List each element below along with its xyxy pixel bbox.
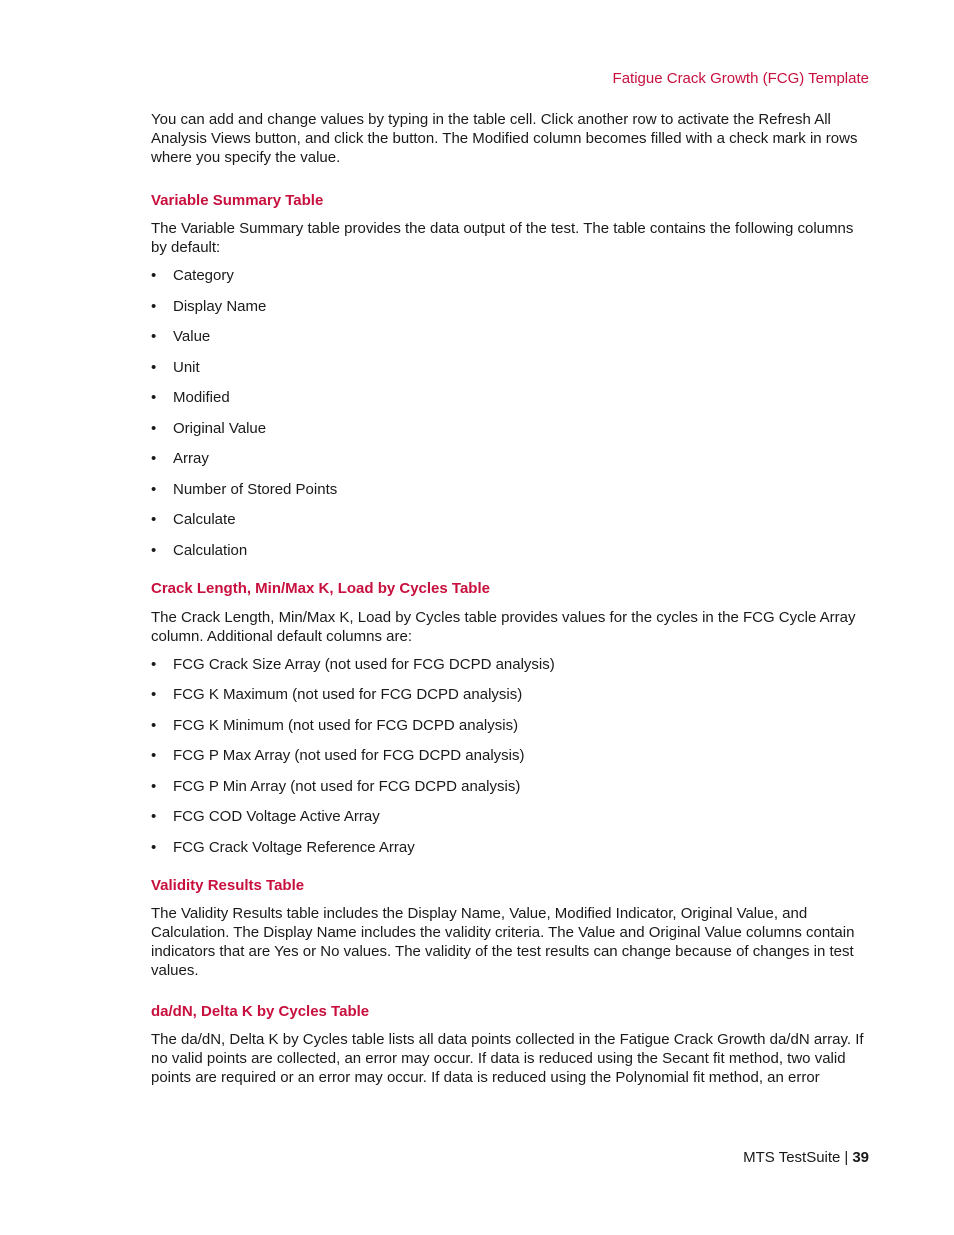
list-item-text: FCG COD Voltage Active Array xyxy=(173,808,380,825)
page-content xyxy=(151,110,873,1087)
list-item xyxy=(151,388,873,407)
bullet-icon: • xyxy=(151,777,157,795)
bullet-icon: • xyxy=(151,480,157,498)
bullet-icon: • xyxy=(151,297,157,315)
crack-length-list xyxy=(151,655,873,857)
list-item xyxy=(151,777,873,796)
validity-results-heading: Validity Results Table xyxy=(151,876,305,894)
list-item xyxy=(151,838,873,857)
list-item xyxy=(151,510,873,529)
list-item xyxy=(151,655,873,674)
bullet-icon: • xyxy=(151,808,157,825)
list-item xyxy=(151,449,873,468)
crack-length-heading: Crack Length, Min/Max K, Load by Cycles Table xyxy=(151,579,490,597)
bullet-icon: • xyxy=(151,541,157,559)
footer-product-name: MTS TestSuite xyxy=(743,1149,841,1166)
list-item xyxy=(151,266,873,285)
page-footer xyxy=(743,1149,869,1166)
bullet-icon: • xyxy=(151,358,157,376)
list-item-text: FCG Crack Voltage Reference Array xyxy=(173,838,415,856)
variable-summary-paragraph: The Variable Summary table provides the data output of the test. The table contains the following columns by default: xyxy=(151,220,854,256)
intro-paragraph: You can add and change values by typing in the table cell. Click another row to activate the Refresh All Analysis Views button, and click the button. The Modified column becomes filled with a check mark in rows where you specify the value. xyxy=(151,111,858,166)
dadn-delta-k-heading: da/dN, Delta K by Cycles Table xyxy=(151,1002,370,1020)
validity-results-paragraph: The Validity Results table includes the Display Name, Value, Modified Indicator, Original Value, and Calculation. The Display Name includes the validity criteria. The Value and Original Value columns contain indicators that are Yes or No values. The validity of the test results can change because of changes in test values. xyxy=(151,904,855,979)
list-item-text: Original Value xyxy=(173,419,267,437)
list-item xyxy=(151,480,873,499)
list-item-text: FCG P Max Array (not used for FCG DCPD analysis) xyxy=(173,747,525,764)
bullet-icon: • xyxy=(151,838,157,856)
list-item-text: FCG P Min Array (not used for FCG DCPD analysis) xyxy=(173,777,521,795)
list-item-text: Modified xyxy=(173,389,230,406)
list-item xyxy=(151,419,873,438)
list-item-text: FCG K Minimum (not used for FCG DCPD analysis) xyxy=(173,716,519,734)
list-item-text: Display Name xyxy=(173,297,267,315)
list-item-text: Category xyxy=(173,267,234,284)
bullet-icon: • xyxy=(151,419,157,437)
running-header-title: Fatigue Crack Growth (FCG) Template xyxy=(612,70,869,87)
bullet-icon: • xyxy=(151,389,157,406)
bullet-icon: • xyxy=(151,686,157,703)
bullet-icon: • xyxy=(151,511,157,528)
list-item-text: Calculate xyxy=(173,511,236,528)
list-item-text: Array xyxy=(173,450,209,467)
list-item xyxy=(151,297,873,316)
bullet-icon: • xyxy=(151,747,157,764)
footer-separator: | xyxy=(844,1149,849,1166)
list-item xyxy=(151,541,873,560)
variable-summary-heading: Variable Summary Table xyxy=(151,192,324,209)
bullet-icon: • xyxy=(151,267,157,284)
list-item-text: FCG Crack Size Array (not used for FCG DCPD analysis) xyxy=(173,655,555,673)
bullet-icon: • xyxy=(151,716,157,734)
bullet-icon: • xyxy=(151,450,157,467)
list-item-text: Value xyxy=(173,328,211,345)
list-item xyxy=(151,685,873,704)
list-item-text: Calculation xyxy=(173,541,248,559)
bullet-icon: • xyxy=(151,655,157,673)
list-item xyxy=(151,358,873,377)
bullet-icon: • xyxy=(151,328,157,345)
list-item xyxy=(151,807,873,826)
list-item-text: FCG K Maximum (not used for FCG DCPD analysis) xyxy=(173,686,523,703)
dadn-delta-k-paragraph: The da/dN, Delta K by Cycles table lists all data points collected in the Fatigue Crack Growth da/dN array. If no valid points are collected, an error may occur. If data is reduced using the Secant fit method, two valid points are required or an error may occur. If data is reduced using the Polynomial fit method, an error xyxy=(151,1030,864,1086)
list-item-text: Number of Stored Points xyxy=(173,480,338,498)
page-number: 39 xyxy=(852,1149,869,1166)
crack-length-paragraph: The Crack Length, Min/Max K, Load by Cycles table provides values for the cycles in the FCG Cycle Array column. Additional default columns are: xyxy=(151,608,856,645)
list-item xyxy=(151,716,873,735)
list-item xyxy=(151,327,873,346)
list-item-text: Unit xyxy=(173,358,200,376)
variable-summary-list xyxy=(151,266,873,560)
list-item xyxy=(151,746,873,765)
